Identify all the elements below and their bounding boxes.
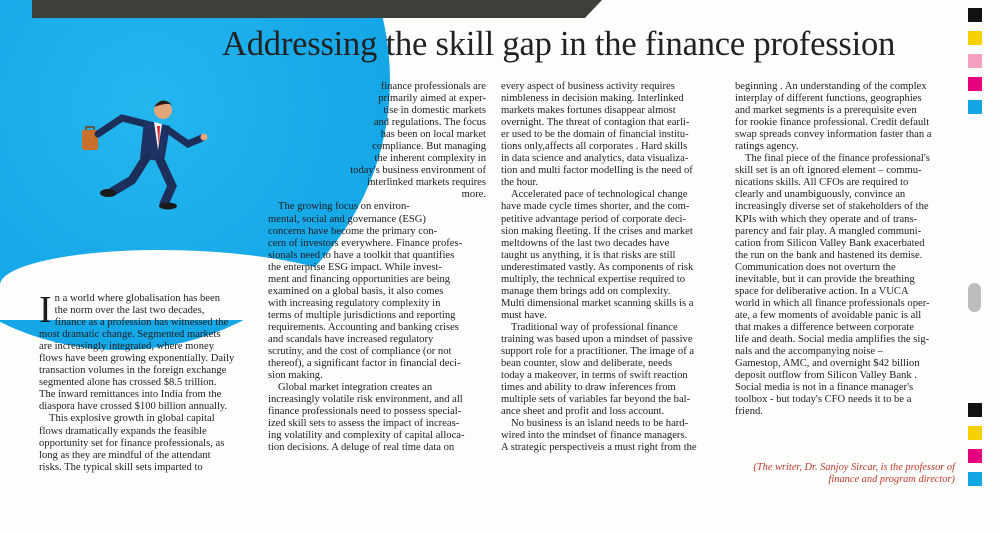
text-line: swap spreads convey information faster than a [735,129,932,141]
text-line: cern of investors everywhere. Finance profes- [268,237,463,249]
text-line: nals and the accompanying noise – [735,346,883,358]
businessman-running-illustration [60,80,220,210]
column-2-text [268,201,486,454]
text-line: mental, social and governance (ESG) [268,213,426,225]
text-line: ing volatility and complexity of capital alloca- [268,430,465,442]
text-line: increasingly volatile risk environment, and all [268,394,463,406]
text-line: Multi dimensional market scanning skills is a [501,297,694,309]
text-line: the norm over the last two decades, [54,305,205,317]
text-line: concerns have become the primary con- [268,225,438,237]
text-line: today's business environment of [350,165,486,177]
text-line: interlinked markets requires [367,177,486,189]
text-line: tions only,affects all corporates . Hard skills [501,141,688,153]
text-line: petitive advantage period of corporate deci- [501,213,687,225]
text-line: transaction volumes in the foreign exchange [39,365,227,377]
text-line: training was based upon a mindset of passive [501,333,693,345]
text-line: opportunity set for finance professionals, as [39,437,225,449]
text-line: parency and fair play. A mangled communi- [735,225,922,237]
text-line: cation from Silicon Valley Bank exacerbated [735,237,925,249]
text-line: This explosive growth in global capital [49,413,215,425]
text-line: have made cycle times shorter, and the com- [501,201,690,213]
text-line: terms of multiple jurisdictions and reporting [268,309,456,321]
text-line: friend. [735,406,763,418]
text-line: most dramatic change. Segmented markets [39,329,221,341]
text-line: Global market integration creates an [278,382,433,394]
text-line: flows dramatically expands the feasible [39,425,207,437]
text-line: has been on local market [380,129,486,141]
text-line: examined on a global basis, it also comes [268,285,444,297]
text-line: Traditional way of professional finance [511,321,678,333]
text-line: multiple sets of variables far beyond the bal- [501,394,691,406]
text-line: and scandals have increased regulatory [268,333,434,345]
credit-line: finance and program director) [828,474,955,485]
color-swatch [968,100,982,114]
text-line: The inward remittances into India from the [39,389,222,401]
text-line: in data science and analytics, data visualiza- [501,153,689,165]
text-line: risks. The typical skill sets imparted to [39,461,203,473]
color-registration-bar-bottom [968,403,984,495]
text-line: taught us anything, it is that risks are still [501,249,676,261]
text-line: life and death. Social media amplifies the sig- [735,333,930,345]
text-line: nications skills. All CFOs are required to [735,177,909,189]
color-swatch [968,472,982,486]
text-line: more. [461,189,486,201]
text-line: world in which all finance professionals oper- [735,297,930,309]
text-line: every aspect of business activity requires [501,81,675,92]
text-line: scrutiny, and the cost of compliance (or not [268,346,452,358]
color-swatch [968,77,982,91]
text-line: flows have been growing exponentially. Daily [39,353,235,365]
text-line: Communication does not overturn the [735,261,896,273]
text-line: sion making. [268,370,323,382]
column-2-wrapped-text [268,81,486,201]
color-swatch [968,31,982,45]
text-line: overnight. The threat of contagion that earli- [501,117,690,129]
text-line: tion and multi factor modelling is the need of [501,165,693,177]
color-swatch [968,8,982,22]
color-registration-bar-top [968,8,984,123]
text-line: nimbleness in decision making. Interlinked [501,93,684,105]
text-line: markets makes fortunes disappear almost [501,105,676,117]
article-column-2 [268,81,486,454]
text-line: segmented alone has crossed $8.5 trillion. [39,377,217,389]
text-line: primarily aimed at exper- [378,93,486,105]
text-line: compliance. But managing [372,141,486,153]
text-line: thereof), a significant factor in financial deci- [268,358,461,370]
text-line: with increasing regulatory complexity in [268,297,441,309]
text-line: tise in domestic markets [383,105,486,117]
text-line: beginning . An understanding of the complex [735,81,927,92]
text-line: increasingly diverse set of stakeholders of the [735,201,929,213]
text-line: wired into the mindset of finance managers. [501,430,688,442]
text-line: the hour. [501,177,539,189]
text-line: and regulations. The focus [373,117,486,129]
text-line: support role for a practitioner. The image of a [501,346,695,358]
text-line: the enterprise ESG impact. While invest- [268,261,442,273]
text-line: er used to be the domain of financial institu- [501,129,689,141]
text-line: long as they are mindful of the attendant [39,449,211,461]
article-column-4 [735,81,955,418]
text-line: ance sheet and profit and loss account. [501,406,665,418]
text-line: sion making fleeting. If the crises and market [501,225,693,237]
text-line: The growing focus on environ- [278,201,410,213]
credit-line: (The writer, Dr. Sanjoy Sircar, is the professor of [753,462,955,473]
text-line: and market segments is a prerequisite even [735,105,917,117]
text-line: for rookie finance professional. Credit default [735,117,930,129]
text-line: clearly and unambiguously, convince an [735,189,906,201]
text-line: the run on the bank and hastened its demise. [735,249,923,261]
text-line: toolbox - but today's CFO needs it to be a [735,394,912,406]
author-credit [735,462,955,486]
color-swatch [968,449,982,463]
text-line: the inherent complexity in [374,153,486,165]
text-line: that makes a difference between corporate [735,321,914,333]
drop-cap: I [39,289,52,331]
text-line: ized skill sets to assess the impact of increas- [268,418,460,430]
text-line: requirements. Accounting and banking crises [268,321,459,333]
text-line: Accelerated pace of technological change [511,189,688,201]
text-line: ment and financing opportunities are being [268,273,451,285]
color-swatch [968,54,982,68]
text-line: must have. [501,309,547,321]
text-line: skill set is an oft ignored element – commu- [735,165,922,177]
article-headline: Addressing the skill gap in the finance profession [222,25,896,63]
text-line: times and ability to draw inferences from [501,382,676,394]
scrollbar-thumb[interactable] [968,283,981,312]
text-line: underestimated vastly. As components of risk [501,261,694,273]
text-line: finance professionals need to possess special- [268,406,462,418]
article-column-1 [39,289,252,474]
text-line: sionals need to have a toolkit that quantifies [268,249,455,261]
color-swatch [968,426,982,440]
text-line: n a world where globalisation has been [54,293,220,304]
top-dark-band [32,0,602,18]
text-line: diaspora have crossed $100 billion annually. [39,401,228,413]
text-line: The final piece of the finance professional's [745,153,930,165]
text-line: KPIs with which they operate and of trans- [735,213,918,225]
text-line: meltdowns of the last two decades have [501,237,670,249]
text-line: are increasingly integrated, where money [39,341,215,353]
text-line: bean counter, slow and deliberate, needs [501,358,673,370]
text-line: interplay of different functions, geographies [735,93,922,105]
text-line: inevitable, but it can provide the breathing [735,273,915,285]
text-line: A strategic perspectiveis a must right from the [501,442,697,454]
text-line: Gamestop, AMC, and overnight $42 billion [735,358,920,370]
text-line: ratings agency. [735,141,799,153]
text-line: tion decisions. A deluge of real time data on [268,442,455,454]
text-line: manage them brings add on complexity. [501,285,671,297]
article-column-3 [501,81,721,454]
text-line: multiply, the technical expertise required to [501,273,686,285]
text-line: ate, a few moments of avoidable panic is all [735,309,922,321]
text-line: finance as a profession has witnessed the [54,317,229,329]
color-swatch [968,403,982,417]
text-line: finance professionals are [380,81,486,92]
text-line: space for deliberative action. In a VUCA [735,285,909,297]
text-line: today a makeover, in terms of swift reaction [501,370,688,382]
text-line: No business is an island needs to be hard- [511,418,689,430]
text-line: Social media is not in a finance manager's [735,382,914,394]
text-line: deposit outflow from Silicon Valley Bank . [735,370,917,382]
